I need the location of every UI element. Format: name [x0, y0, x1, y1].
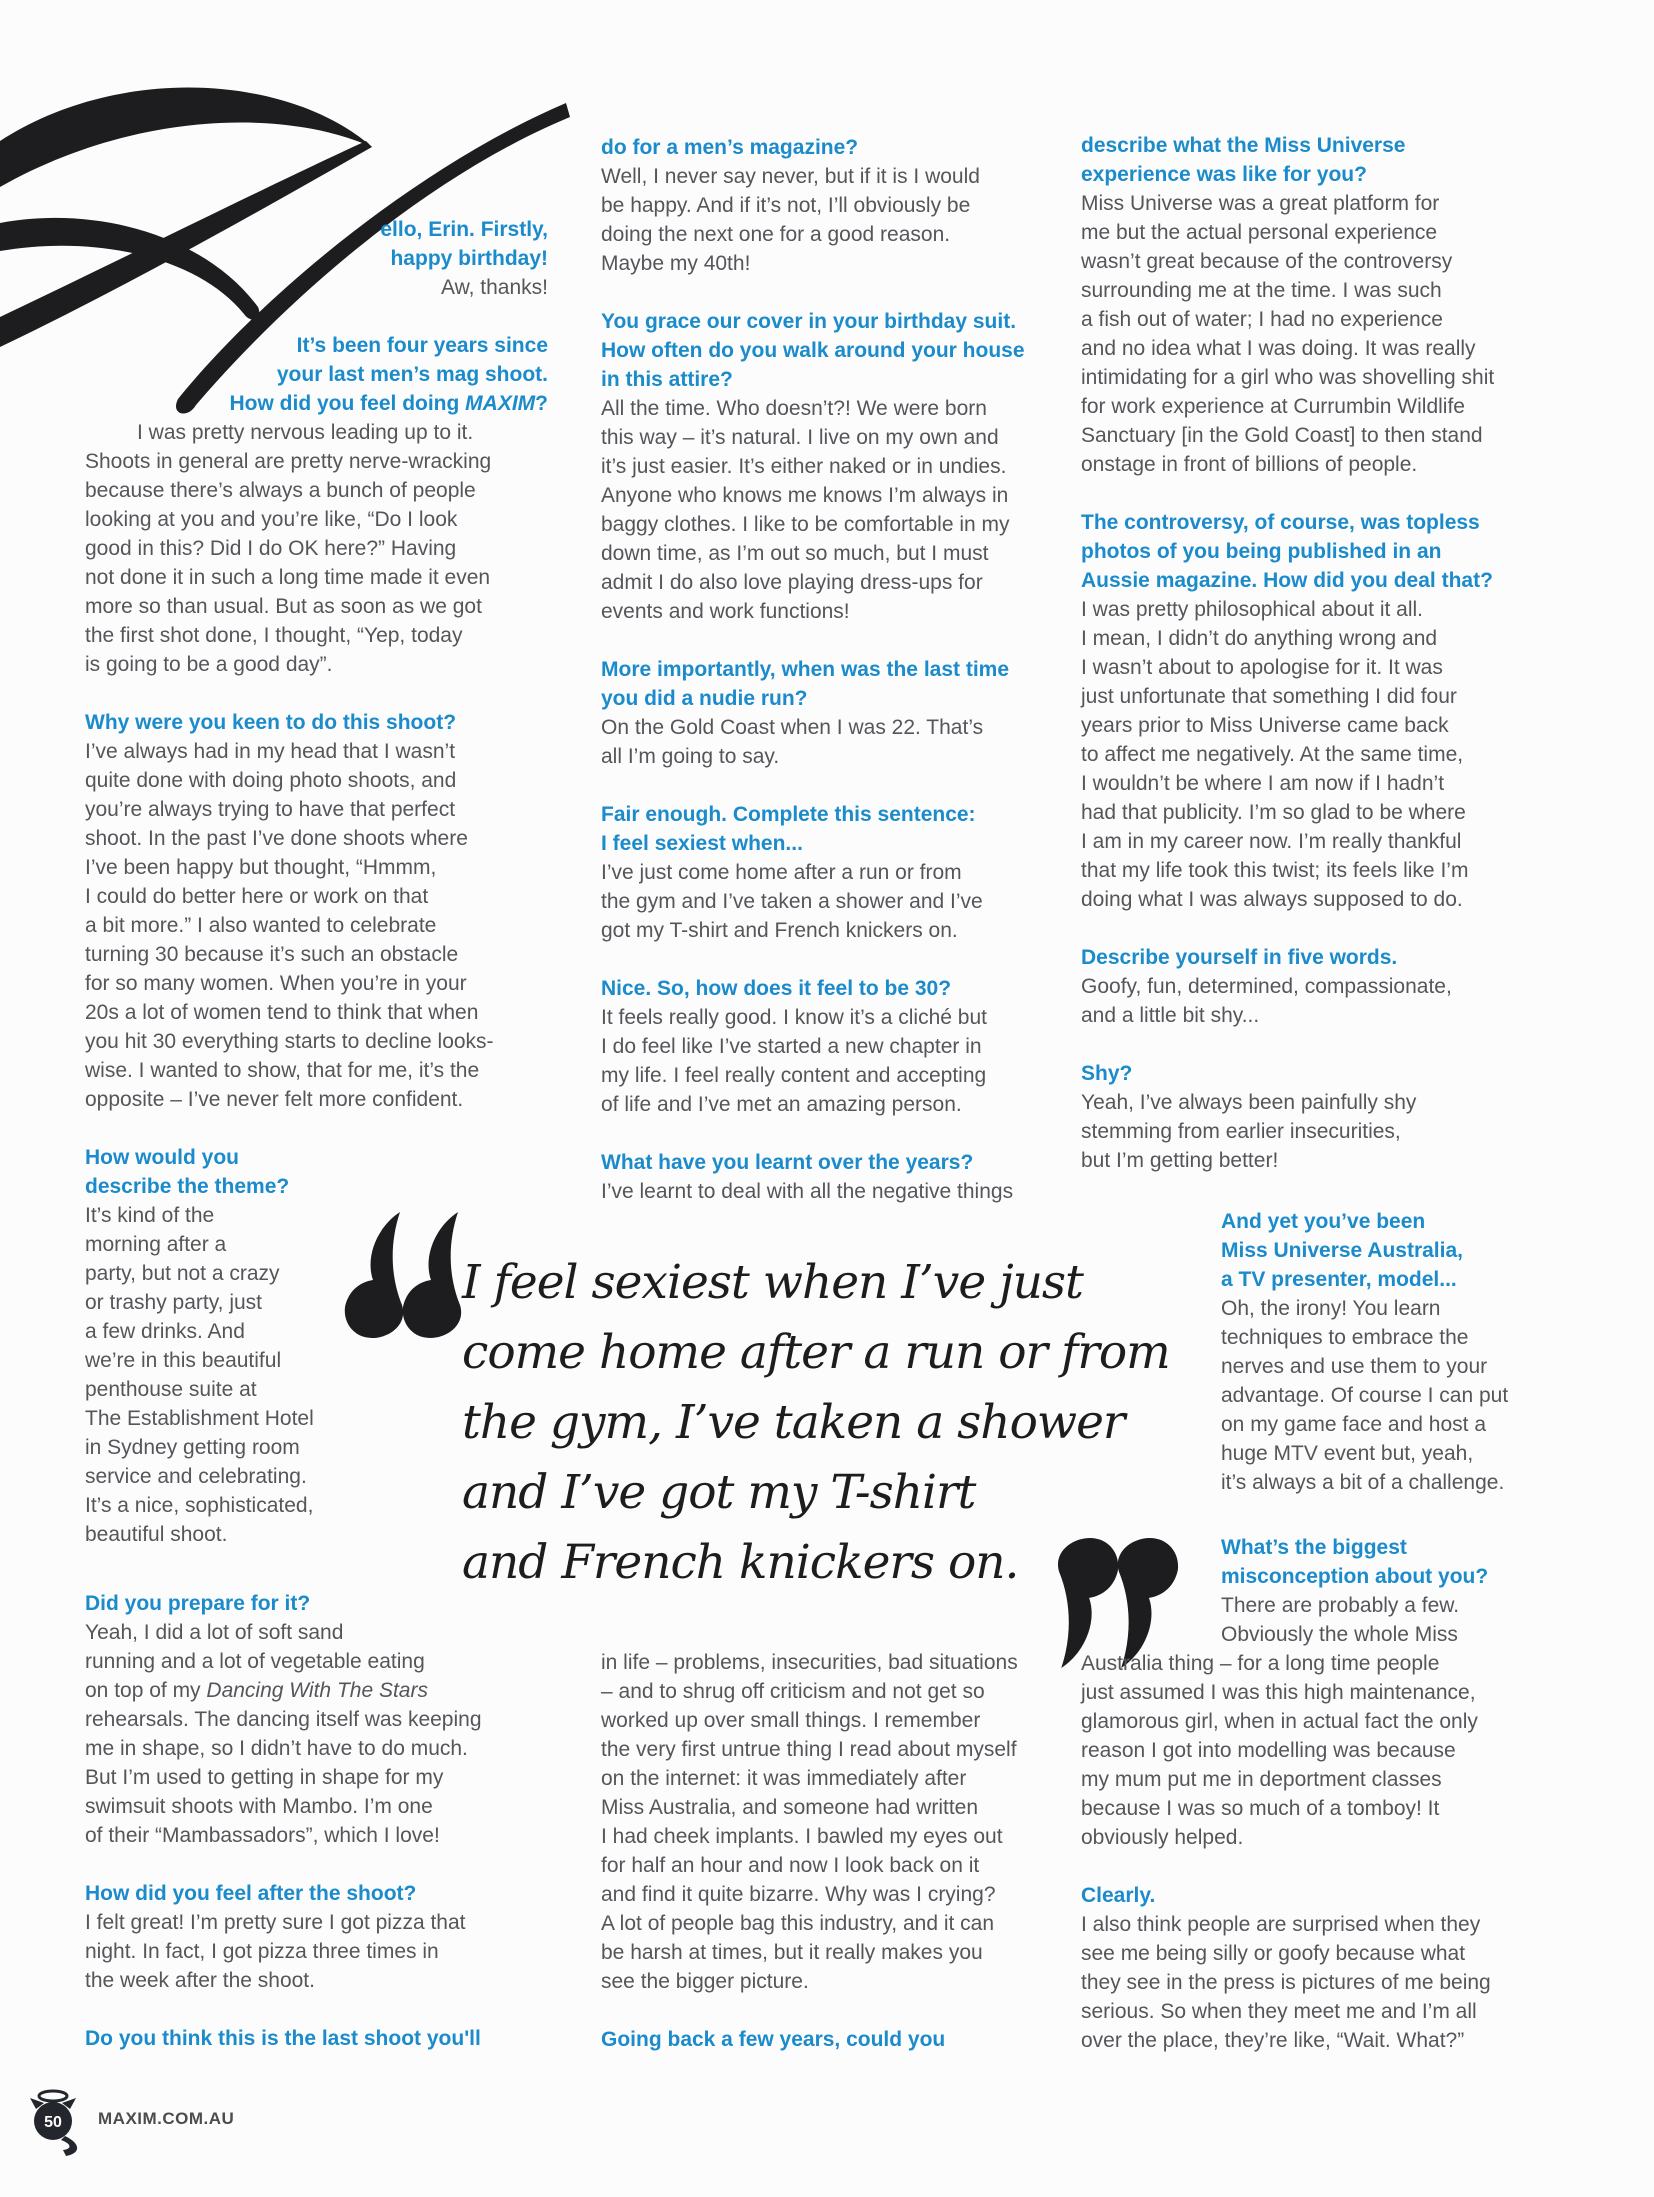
pull-quote-line: come home after a run or from	[462, 1325, 1170, 1380]
body-line: me but the actual personal experience	[1081, 221, 1438, 244]
body-block	[1081, 1649, 1553, 1852]
body-line: 20s a lot of women tend to think that when	[85, 1001, 479, 1024]
body-line: obviously helped.	[1081, 1826, 1244, 1849]
body-line: not done it in such a long time made it even	[85, 566, 491, 589]
body-line: penthouse suite at	[85, 1378, 257, 1401]
body-line: onstage in front of billions of people.	[1081, 453, 1418, 476]
heading-line: Aussie magazine. How did you deal that?	[1081, 569, 1493, 592]
body-line: and no idea what I was doing. It was really	[1081, 337, 1476, 360]
body-line: be harsh at times, but it really makes you	[601, 1941, 983, 1964]
body-block	[601, 1003, 1066, 1119]
body-line: over the place, they’re like, “Wait. What?”	[1081, 2029, 1465, 2052]
body-line: I do feel like I’ve started a new chapter in	[601, 1035, 982, 1058]
heading-block	[1081, 1881, 1553, 1910]
body-line: I felt great! I’m pretty sure I got pizza that	[85, 1911, 466, 1934]
heading-line: describe what the Miss Universe	[1081, 134, 1406, 157]
body-line: Yeah, I’ve always been painfully shy	[1081, 1091, 1417, 1114]
heading-line: Shy?	[1081, 1062, 1133, 1085]
body-line: on top of my Dancing With The Stars	[85, 1679, 428, 1702]
heading-line: The controversy, of course, was topless	[1081, 511, 1480, 534]
body-line: good in this? Did I do OK here?” Having	[85, 537, 457, 560]
heading-line: It’s been four years since	[296, 334, 548, 357]
heading-line: Going back a few years, could you	[601, 2028, 946, 2051]
page-number: 50	[44, 2114, 62, 2131]
body-line: the gym and I’ve taken a shower and I’ve	[601, 890, 983, 913]
heading-line: Describe yourself in five words.	[1081, 946, 1398, 969]
body-line: wise. I wanted to show, that for me, it’s the	[85, 1059, 480, 1082]
body-line: events and work functions!	[601, 600, 850, 623]
body-line: service and celebrating.	[85, 1465, 307, 1488]
body-block	[85, 737, 548, 1114]
body-line: it’s always a bit of a challenge.	[1221, 1471, 1505, 1494]
heading-line: I feel sexiest when...	[601, 832, 803, 855]
body-line: All the time. Who doesn’t?! We were born	[601, 397, 987, 420]
heading-block	[1221, 1207, 1553, 1294]
heading-line: Did you prepare for it?	[85, 1592, 311, 1615]
body-line: – and to shrug off criticism and not get so	[601, 1680, 985, 1703]
body-line: in Sydney getting room	[85, 1436, 300, 1459]
heading-line: Nice. So, how does it feel to be 30?	[601, 977, 952, 1000]
body-line: is going to be a good day”.	[85, 653, 333, 676]
body-line: I’ve learnt to deal with all the negative things	[601, 1180, 1014, 1203]
body-line: see me being silly or goofy because what	[1081, 1942, 1466, 1965]
body-line: of their “Mambassadors”, which I love!	[85, 1824, 440, 1847]
pull-quote-line: the gym, I’ve taken a shower	[462, 1395, 1125, 1450]
heading-line: describe the theme?	[85, 1175, 290, 1198]
body-block	[1081, 972, 1553, 1030]
column-middle	[601, 133, 1066, 2054]
body-line: Miss Australia, and someone had written	[601, 1796, 979, 1819]
body-block	[85, 418, 548, 679]
heading-block	[85, 331, 548, 418]
body-block	[1081, 189, 1553, 479]
body-line: techniques to embrace the	[1221, 1326, 1469, 1349]
body-line: Well, I never say never, but if it is I would	[601, 165, 980, 188]
heading-line: happy birthday!	[390, 247, 548, 270]
body-line: nerves and use them to your	[1221, 1355, 1488, 1378]
heading-block	[601, 133, 1066, 162]
pull-quote-line: I feel sexiest when I’ve just	[462, 1255, 1083, 1310]
heading-line: And yet you’ve been	[1221, 1210, 1426, 1233]
body-block	[85, 273, 548, 302]
heading-line: you did a nudie run?	[601, 687, 808, 710]
body-block	[1221, 1591, 1553, 1649]
body-line: the first shot done, I thought, “Yep, today	[85, 624, 463, 647]
heading-line: photos of you being published in an	[1081, 540, 1442, 563]
body-line: The Establishment Hotel	[85, 1407, 314, 1430]
heading-block	[85, 708, 548, 737]
heading-line: your last men’s mag shoot.	[276, 363, 548, 386]
heading-block	[85, 1589, 548, 1618]
body-line: I am in my career now. I’m really thankful	[1081, 830, 1462, 853]
heading-block	[1081, 131, 1553, 189]
body-line: Australia thing – for a long time people	[1081, 1652, 1440, 1675]
body-block	[601, 1648, 1066, 1996]
body-line: on my game face and host a	[1221, 1413, 1486, 1436]
body-line: Miss Universe was a great platform for	[1081, 192, 1440, 215]
body-line: night. In fact, I got pizza three times in	[85, 1940, 439, 1963]
heading-line: misconception about you?	[1221, 1565, 1489, 1588]
body-line: worked up over small things. I remember	[601, 1709, 981, 1732]
body-line: years prior to Miss Universe came back	[1081, 714, 1449, 737]
site-url: MAXIM.COM.AU	[98, 2109, 235, 2128]
heading-block	[601, 974, 1066, 1003]
body-line: of life and I’ve met an amazing person.	[601, 1093, 962, 1116]
body-line: just unfortunate that something I did four	[1081, 685, 1457, 708]
heading-line: a TV presenter, model...	[1221, 1268, 1457, 1291]
heading-line: Clearly.	[1081, 1884, 1156, 1907]
heading-block	[85, 1879, 548, 1908]
body-line: doing the next one for a good reason.	[601, 223, 951, 246]
heading-line: Miss Universe Australia,	[1221, 1239, 1463, 1262]
body-line: Aw, thanks!	[440, 276, 548, 299]
body-line: me in shape, so I didn’t have to do much.	[85, 1737, 468, 1760]
body-line: opposite – I’ve never felt more confident.	[85, 1088, 464, 1111]
pull-quote-line: and I’ve got my T-shirt	[462, 1465, 976, 1520]
heading-line: What have you learnt over the years?	[601, 1151, 974, 1174]
heading-line: More importantly, when was the last time	[601, 658, 1010, 681]
body-line: beautiful shoot.	[85, 1523, 228, 1546]
body-line: all I’m going to say.	[601, 745, 780, 768]
body-line: I’ve just come home after a run or from	[601, 861, 962, 884]
body-line: just assumed I was this high maintenance,	[1081, 1681, 1476, 1704]
body-line: for work experience at Currumbin Wildlife	[1081, 395, 1465, 418]
body-block	[1081, 1910, 1553, 2055]
body-line: a bit more.” I also wanted to celebrate	[85, 914, 437, 937]
body-line: and a little bit shy...	[1081, 1004, 1260, 1027]
body-line: serious. So when they meet me and I’m all	[1081, 2000, 1477, 2023]
body-line: huge MTV event but, yeah,	[1221, 1442, 1474, 1465]
body-line: to affect me negatively. At the same time,	[1081, 743, 1464, 766]
body-line: party, but not a crazy	[85, 1262, 280, 1285]
body-line: I was pretty philosophical about it all.	[1081, 598, 1424, 621]
heading-line: Why were you keen to do this shoot?	[85, 711, 457, 734]
body-line: running and a lot of vegetable eating	[85, 1650, 425, 1673]
body-line: this way – it’s natural. I live on my own and	[601, 426, 999, 449]
body-line: Sanctuary [in the Gold Coast] to then stand	[1081, 424, 1483, 447]
body-block	[601, 1177, 1066, 1206]
body-line: you hit 30 everything starts to decline looks-	[85, 1030, 494, 1053]
heading-block	[1081, 1059, 1553, 1088]
body-line: There are probably a few.	[1221, 1594, 1460, 1617]
heading-line: in this attire?	[601, 368, 733, 391]
body-line: I wasn’t about to apologise for it. It was	[1081, 656, 1443, 679]
body-line: I could do better here or work on that	[85, 885, 429, 908]
body-line: a fish out of water; I had no experience	[1081, 308, 1443, 331]
body-line: my mum put me in deportment classes	[1081, 1768, 1442, 1791]
pull-quote-line: and French knickers on.	[462, 1535, 1019, 1590]
body-block	[601, 394, 1066, 626]
body-line: surrounding me at the time. I was such	[1081, 279, 1442, 302]
body-line: I’ve been happy but thought, “Hmmm,	[85, 856, 437, 879]
body-line: Maybe my 40th!	[601, 252, 751, 275]
body-line: I had cheek implants. I bawled my eyes out	[601, 1825, 1003, 1848]
body-line: stemming from earlier insecurities,	[1081, 1120, 1401, 1143]
body-line: see the bigger picture.	[601, 1970, 809, 1993]
body-line: But I’m used to getting in shape for my	[85, 1766, 444, 1789]
body-line: It’s kind of the	[85, 1204, 215, 1227]
body-line: quite done with doing photo shoots, and	[85, 769, 457, 792]
heading-line: What’s the biggest	[1221, 1536, 1407, 1559]
body-block	[1081, 595, 1553, 914]
body-line: I wouldn’t be where I am now if I hadn’t	[1081, 772, 1445, 795]
body-line: a few drinks. And	[85, 1320, 245, 1343]
body-line: the week after the shoot.	[85, 1969, 315, 1992]
footer	[22, 2088, 234, 2158]
heading-block	[1081, 943, 1553, 972]
body-line: intimidating for a girl who was shovelling shit	[1081, 366, 1495, 389]
body-line: admit I do also love playing dress-ups for	[601, 571, 983, 594]
body-line: I’ve always had in my head that I wasn’t	[85, 740, 456, 763]
heading-block	[85, 215, 548, 273]
body-line: looking at you and you’re like, “Do I look	[85, 508, 458, 531]
heading-block	[601, 307, 1066, 394]
body-line: reason I got into modelling was because	[1081, 1739, 1456, 1762]
heading-line: ello, Erin. Firstly,	[380, 218, 548, 241]
body-line: Anyone who knows me knows I’m always in	[601, 484, 1009, 507]
column-right	[1081, 131, 1553, 2055]
body-block	[85, 1201, 548, 1549]
heading-block	[85, 1143, 548, 1201]
heading-block	[601, 1148, 1066, 1177]
heading-block	[601, 2025, 1066, 2054]
body-line: On the Gold Coast when I was 22. That’s	[601, 716, 984, 739]
body-line: It feels really good. I know it’s a cliché but	[601, 1006, 987, 1029]
body-line: but I’m getting better!	[1081, 1149, 1279, 1172]
body-block	[1081, 1088, 1553, 1175]
body-line: and find it quite bizarre. Why was I crying?	[601, 1883, 996, 1906]
heading-line: Fair enough. Complete this sentence:	[601, 803, 976, 826]
body-line: I also think people are surprised when they	[1081, 1913, 1481, 1936]
body-block	[85, 1908, 548, 1995]
body-line: morning after a	[85, 1233, 227, 1256]
body-line: wasn’t great because of the controversy	[1081, 250, 1453, 273]
body-line: Shoots in general are pretty nerve-wracking	[85, 450, 492, 473]
body-line: more so than usual. But as soon as we got	[85, 595, 482, 618]
heading-line: How did you feel after the shoot?	[85, 1882, 417, 1905]
body-line: that my life took this twist; its feels like I’m	[1081, 859, 1469, 882]
body-block	[1221, 1294, 1553, 1497]
body-line: Oh, the irony! You learn	[1221, 1297, 1441, 1320]
body-block	[85, 1618, 548, 1850]
body-line: Obviously the whole Miss	[1221, 1623, 1458, 1646]
body-line: It’s a nice, sophisticated,	[85, 1494, 314, 1517]
heading-line: How would you	[85, 1146, 239, 1169]
body-line: swimsuit shoots with Mambo. I’m one	[85, 1795, 433, 1818]
heading-block	[601, 655, 1066, 713]
heading-block	[601, 800, 1066, 858]
body-line: Yeah, I did a lot of soft sand	[85, 1621, 344, 1644]
heading-block	[85, 2024, 548, 2053]
body-line: turning 30 because it’s such an obstacle	[85, 943, 459, 966]
body-block	[601, 858, 1066, 945]
body-line: rehearsals. The dancing itself was keeping	[85, 1708, 482, 1731]
heading-line: Do you think this is the last shoot you'll	[85, 2027, 481, 2050]
heading-block	[1081, 508, 1553, 595]
body-line: shoot. In the past I’ve done shoots where	[85, 827, 468, 850]
devil-page-number-icon	[22, 2087, 84, 2159]
body-line: advantage. Of course I can put	[1221, 1384, 1509, 1407]
heading-line: How often do you walk around your house	[601, 339, 1025, 362]
body-line: we’re in this beautiful	[85, 1349, 282, 1372]
heading-line: How did you feel doing MAXIM?	[229, 392, 548, 415]
body-line: you’re always trying to have that perfect	[85, 798, 456, 821]
body-line: be happy. And if it’s not, I’ll obviously be	[601, 194, 971, 217]
body-line: or trashy party, just	[85, 1291, 263, 1314]
heading-line: experience was like for you?	[1081, 163, 1367, 186]
body-line: had that publicity. I’m so glad to be where	[1081, 801, 1466, 824]
heading-line: do for a men’s magazine?	[601, 136, 859, 159]
body-line: because I was so much of a tomboy! It	[1081, 1797, 1440, 1820]
body-line: in life – problems, insecurities, bad situations	[601, 1651, 1018, 1674]
body-line: doing what I was always supposed to do.	[1081, 888, 1463, 911]
body-line: glamorous girl, when in actual fact the only	[1081, 1710, 1478, 1733]
body-line: for half an hour and now I look back on it	[601, 1854, 980, 1877]
body-line: got my T-shirt and French knickers on.	[601, 919, 958, 942]
body-line: baggy clothes. I like to be comfortable in my	[601, 513, 1010, 536]
body-line: on the internet: it was immediately after	[601, 1767, 967, 1790]
body-block	[601, 713, 1066, 771]
body-line: I mean, I didn’t do anything wrong and	[1081, 627, 1438, 650]
body-line: I was pretty nervous leading up to it.	[137, 421, 474, 444]
body-line: the very first untrue thing I read about myself	[601, 1738, 1017, 1761]
body-line: because there’s always a bunch of people	[85, 479, 476, 502]
body-block	[601, 162, 1066, 278]
body-line: it’s just easier. It’s either naked or in undies.	[601, 455, 1007, 478]
body-line: they see in the press is pictures of me being	[1081, 1971, 1491, 1994]
body-line: my life. I feel really content and accepting	[601, 1064, 987, 1087]
body-line: for so many women. When you’re in your	[85, 972, 467, 995]
column-left	[85, 215, 548, 2053]
heading-line: You grace our cover in your birthday suit.	[601, 310, 1017, 333]
body-line: Goofy, fun, determined, compassionate,	[1081, 975, 1452, 998]
heading-block	[1221, 1533, 1553, 1591]
body-line: A lot of people bag this industry, and it can	[601, 1912, 995, 1935]
body-line: down time, as I’m out so much, but I must	[601, 542, 989, 565]
